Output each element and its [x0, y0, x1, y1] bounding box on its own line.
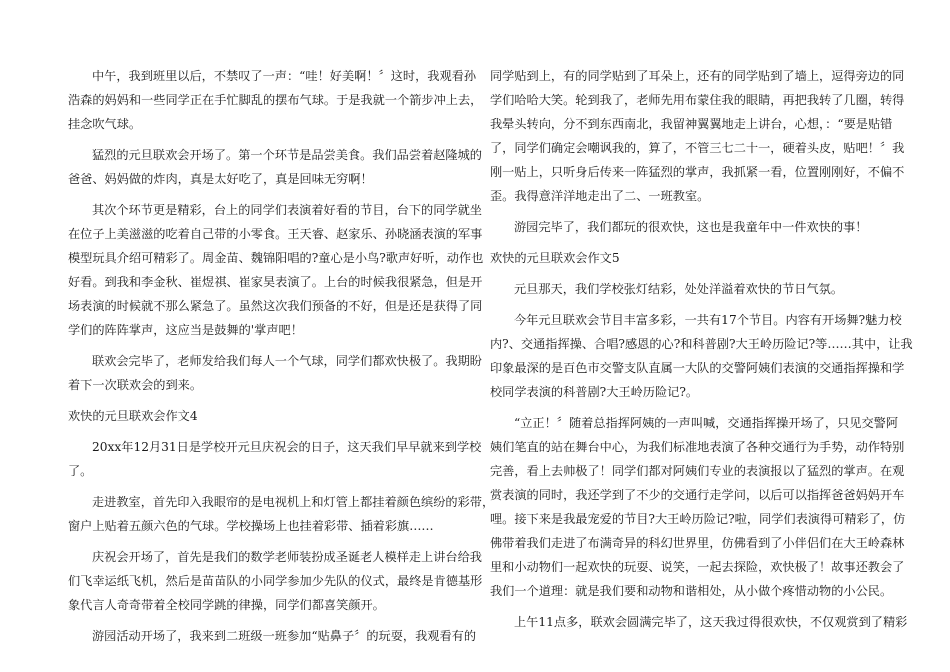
text-line: 20xx年12月31日是学校开元旦庆祝会的日子，这天我们早早就来到学校	[92, 440, 482, 454]
text-line: 内?、交通指挥操、合唱?感恩的心?和科普剧?大王岭历险记?等……其中，让我	[490, 337, 913, 351]
paragraph-gap	[490, 208, 870, 215]
paragraph	[490, 610, 908, 634]
paragraph-gap	[490, 239, 870, 246]
text-line: 中午，我到班里以后，不禁叹了一声：“哇！好美啊！〞这时，我观看孙	[92, 69, 477, 83]
text-line: 其次个环节更是精彩，台上的同学们表演着好看的节目，台下的同学就坐	[92, 203, 482, 217]
paragraph-gap	[490, 603, 870, 610]
paragraph-gap	[490, 270, 870, 277]
text-line: 好看。到我和李金秋、崔煜祺、崔家昊表演了。上台的时候我很紧急，但是开	[68, 275, 483, 289]
paragraph-gap	[68, 483, 448, 490]
text-line: 印象最深的是百色市交警支队直属一大队的交警阿姨们表演的交通指挥操和学	[490, 361, 905, 375]
text-line: 挂念吹气球。	[68, 117, 142, 131]
text-line: 欢快的元旦联欢会作文4	[68, 409, 198, 423]
paragraph	[68, 198, 484, 342]
paragraph-gap	[68, 428, 448, 435]
text-line: 在位子上美滋滋的吃着自己带的小零食。王天睿、赵家乐、孙晓涵表演的军事	[68, 227, 483, 241]
paragraph-gap	[68, 136, 448, 143]
text-line: 学们哈哈大笑。轮到我了，老师先用布蒙住我的眼睛，再把我转了几圈，转得	[490, 93, 905, 107]
text-line: 游园完毕了，我们都玩的很欢快，这也是我童年中一件欢快的事！	[514, 220, 868, 234]
text-line: 我们一个道理：就是我们要和动物和谐相处，从小做个疼惜动物的小公民。	[490, 584, 893, 598]
text-line: 今年元旦联欢会节目丰富多彩，一共有17个节目。内容有开场舞?魅力校	[514, 313, 902, 327]
text-line: 哩。接下来是我最宠爱的节目?大王岭历险记?啦，同学们表演得可精彩了，仿	[490, 512, 906, 526]
paragraph	[68, 490, 495, 538]
paragraph-gap	[68, 538, 448, 545]
text-line: 窗户上贴着五颜六色的气球。学校操场上也挂着彩带、插着彩旗……	[68, 519, 434, 533]
paragraph	[490, 411, 906, 603]
text-line: 象代言人奇奇带着全校同学跳的律操，同学们都喜笑颜开。	[68, 598, 385, 612]
paragraph	[68, 435, 482, 483]
text-line: “立正！〞随着总指挥阿姨的一声叫喊，交通指挥操开场了，只见交警阿	[514, 416, 899, 430]
text-line: 我晕头转向，分不到东西南北，我留神翼翼地走上讲台，心想，：“要是贴错	[490, 117, 893, 131]
heading-or-continuation	[490, 64, 905, 208]
text-line: 完善，看上去帅极了！同学们都对阿姨们专业的表演报以了猛烈的掌声。在观	[490, 464, 905, 478]
paragraph-gap	[490, 404, 870, 411]
text-line: 走进教室，首先印入我眼帘的是电视机上和灯管上都挂着颜色缤纷的彩带，	[92, 495, 495, 509]
paragraph	[490, 215, 870, 239]
text-line: 里和小动物们一起欢快的玩耍、说笑，一起去探险，欢快极了！故事还教会了	[490, 560, 905, 574]
paragraph	[490, 308, 913, 404]
paragraph	[68, 545, 483, 617]
text-line: 刚一贴上，只听身后传来一阵猛烈的掌声，我抓紧一看，位置刚刚好，不偏不	[490, 165, 905, 179]
paragraph	[68, 624, 477, 648]
text-line: 佛带着我们走进了布满奇异的科幻世界里，仿佛看到了小伴侣们在大王岭森林	[490, 536, 905, 550]
text-line: 场表演的时候就不那么紧急了。虽然这次我们预备的不好，但是还是获得了同	[68, 299, 483, 313]
paragraph-gap	[68, 397, 448, 404]
text-line: 模型玩具介绍可精彩了。周金苗、魏锦阳唱的?童心是小鸟?歌声好听，动作也	[68, 251, 484, 265]
right-text-column	[490, 64, 913, 634]
paragraph-gap	[490, 301, 870, 308]
text-line: 了。	[68, 464, 93, 478]
text-line: 上午11点多，联欢会圆满完毕了，这天我过得很欢快，不仅观赏到了精彩	[514, 615, 908, 629]
text-line: 们飞幸运纸飞机，然后是苗苗队的小同学参加少先队的仪式，最终是肯德基形	[68, 574, 483, 588]
text-line: 歪。我得意洋洋地走出了二、一班教室。	[490, 189, 710, 203]
left-text-column	[68, 64, 495, 648]
paragraph-gap	[68, 342, 448, 349]
paragraph	[68, 349, 482, 397]
text-line: 爸爸、妈妈做的炸肉，真是太好吃了，真是回味无穷啊！	[68, 172, 373, 186]
text-line: 庆祝会开场了，首先是我们的数学老师装扮成圣诞老人模样走上讲台给我	[92, 550, 482, 564]
text-line: 学们的阵阵掌声，这应当是鼓舞的'掌声吧！	[68, 323, 303, 337]
text-line: 元旦那天，我们学校张灯结彩，处处洋溢着欢快的节日气氛。	[514, 282, 844, 296]
text-line: 了，同学们确定会嘲讽我的，算了，不管三七二十一，硬着头皮，贴吧！〞我	[490, 141, 905, 155]
heading-or-continuation	[68, 404, 448, 428]
text-line: 猛烈的元旦联欢会开场了。第一个环节是品尝美食。我们品尝着赵隆城的	[92, 148, 482, 162]
heading-or-continuation	[490, 246, 870, 270]
text-line: 欢快的元旦联欢会作文5	[490, 251, 620, 265]
text-line: 游园活动开场了，我来到二班级一班参加“贴鼻子〞的玩耍，我观看有的	[92, 629, 477, 643]
paragraph	[68, 64, 483, 136]
text-line: 姨们笔直的站在舞台中心，为我们标准地表演了各种交通行为手势，动作特别	[490, 440, 905, 454]
text-line: 同学贴到上，有的同学贴到了耳朵上，还有的同学贴到了墙上，逗得旁边的同	[490, 69, 905, 83]
paragraph-gap	[68, 191, 448, 198]
text-line: 联欢会完毕了，老师发给我们每人一个气球，同学们都欢快极了。我期盼	[92, 354, 482, 368]
paragraph	[68, 143, 482, 191]
text-line: 校同学表演的科普剧?大王岭历险记?。	[490, 385, 699, 399]
paragraph	[490, 277, 870, 301]
text-line: 浩森的妈妈和一些同学正在手忙脚乱的摆布气球。于是我就一个箭步冲上去，	[68, 93, 483, 107]
paragraph-gap	[68, 617, 448, 624]
text-line: 着下一次联欢会的到来。	[68, 378, 203, 392]
text-line: 赏表演的同时，我还学到了不少的交通行走学问，以后可以指挥爸爸妈妈开车	[490, 488, 905, 502]
